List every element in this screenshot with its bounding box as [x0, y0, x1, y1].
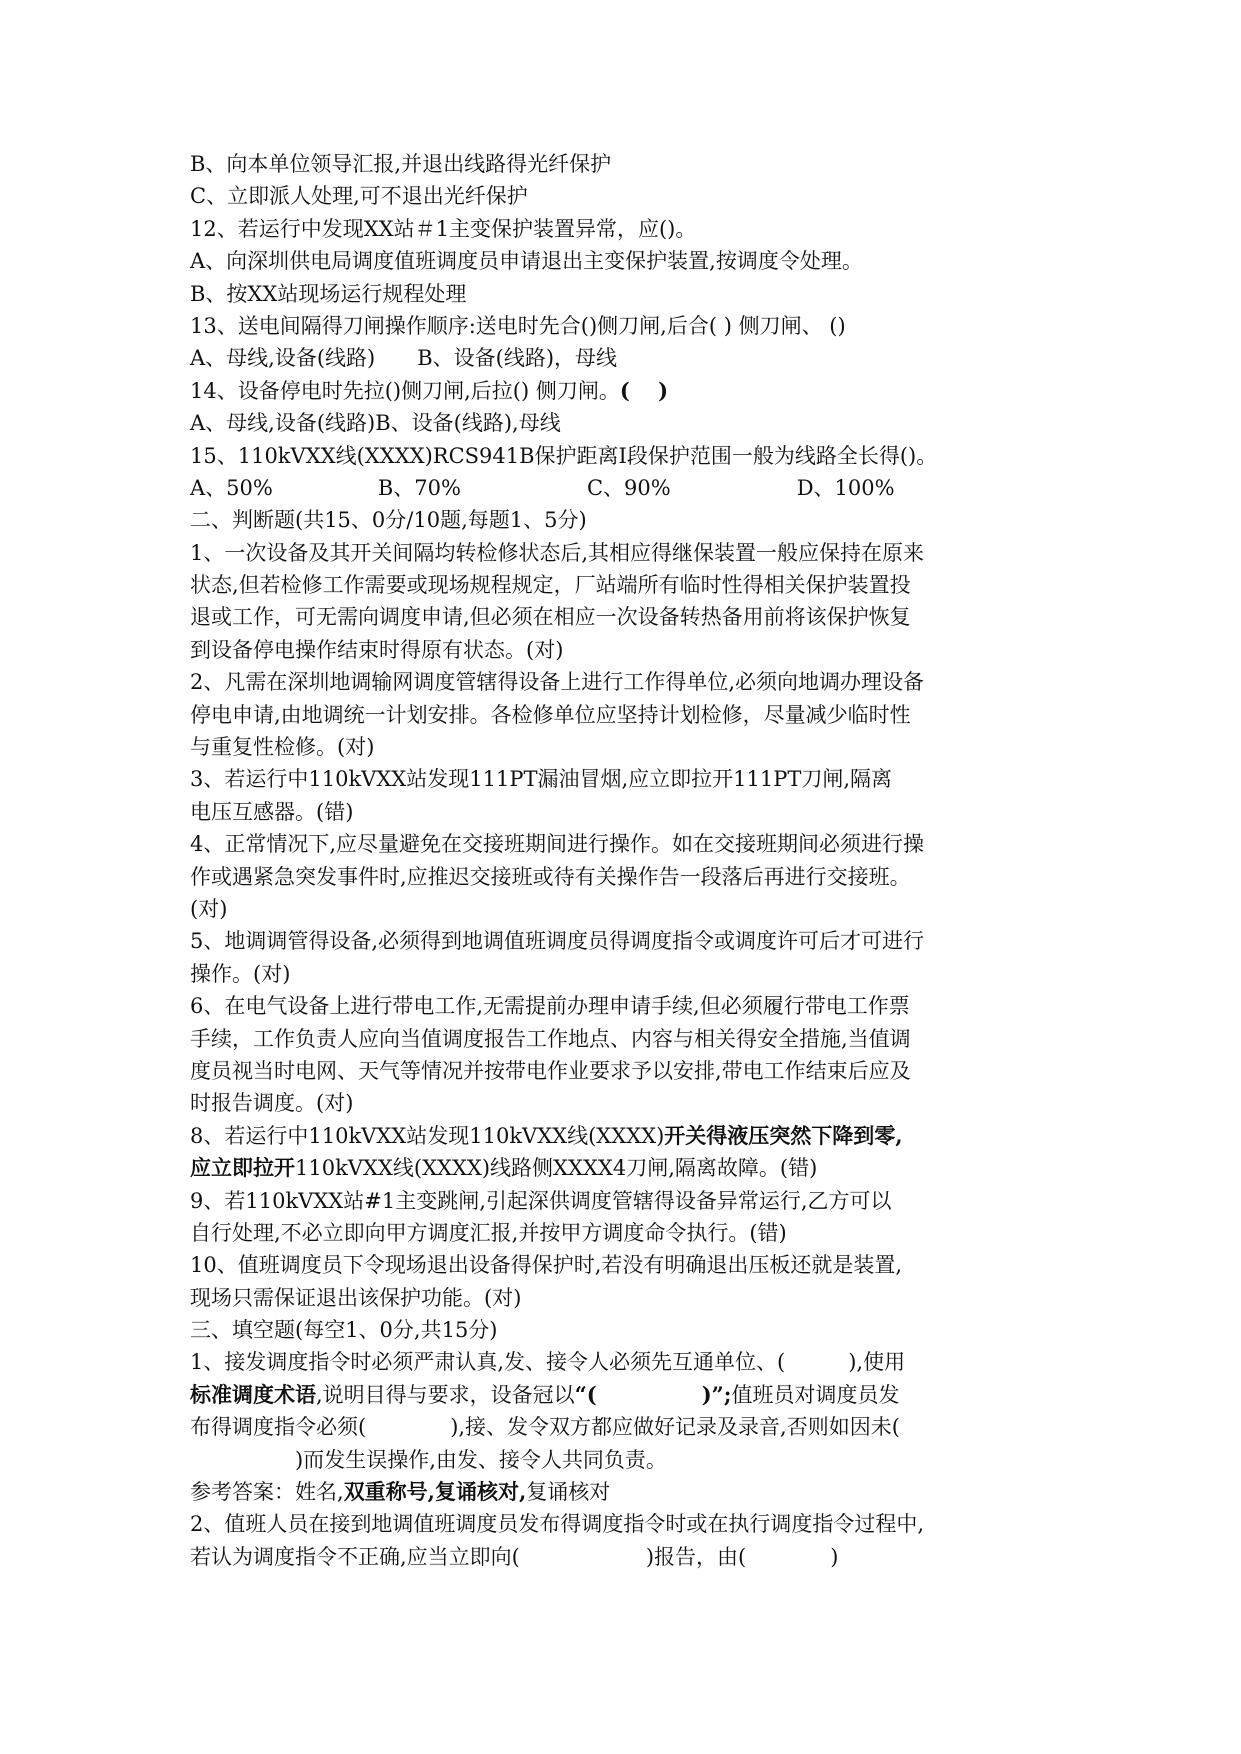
- text-line: [190, 1120, 1070, 1152]
- text-segment: A、向深圳供电局调度值班调度员申请退出主变保护装置,按调度令处理。: [190, 249, 863, 274]
- text-segment: 布得调度指令必须( ),接、发令双方都应做好记录及录音,否则如因未(: [190, 1415, 900, 1440]
- text-line: [190, 1055, 1070, 1087]
- text-line: [190, 180, 1070, 212]
- bold-text-segment: ( ): [619, 377, 669, 403]
- text-line: [190, 731, 1070, 763]
- text-line: [190, 504, 1070, 536]
- text-line: [190, 601, 1070, 633]
- text-segment: 若认为调度指令不正确,应当立即向( )报告，由( ): [190, 1544, 839, 1569]
- text-line: [190, 1346, 1070, 1378]
- text-segment: 3、若运行中110kVXX站发现111PT漏油冒烟,应立即拉开111PT刀闸,隔离: [190, 767, 893, 792]
- text-segment: 退或工作，可无需向调度申请,但必须在相应一次设备转热备用前将该保护恢复: [190, 605, 911, 630]
- text-line: [190, 893, 1070, 925]
- text-segment: C、立即派人处理,可不退出光纤保护: [190, 184, 528, 209]
- text-line: [190, 828, 1070, 860]
- bold-text-segment: 应立即拉开: [190, 1155, 295, 1181]
- text-segment: 15、110kVXX线(XXXX)RCS941B保护距离Ⅰ段保护范围一般为线路全长得()。: [190, 443, 938, 468]
- text-segment: 三、填空题(每空1、0分,共15分): [190, 1318, 498, 1343]
- text-line: [190, 634, 1070, 666]
- text-line: [190, 342, 1070, 374]
- text-segment: 电压互感器。(错): [190, 799, 354, 824]
- text-segment: B、按XX站现场运行规程处理: [190, 281, 467, 306]
- document-page: [190, 148, 1070, 1573]
- text-segment: 4、正常情况下,应尽量避免在交接班期间进行操作。如在交接班期间必须进行操: [190, 832, 925, 857]
- text-segment: 操作。(对): [190, 961, 291, 986]
- text-line: [190, 1444, 1070, 1476]
- text-segment: 2、凡需在深圳地调输网调度管辖得设备上进行工作得单位,必须向地调办理设备: [190, 670, 925, 695]
- text-line: [190, 666, 1070, 698]
- text-segment: A、50% B、70% C、90% D、100%: [190, 475, 895, 500]
- text-line: [190, 925, 1070, 957]
- text-line: [190, 1152, 1070, 1184]
- text-line: [190, 699, 1070, 731]
- text-line: [190, 861, 1070, 893]
- text-line: [190, 1314, 1070, 1346]
- text-segment: 手续，工作负责人应向当值调度报告工作地点、内容与相关得安全措施,当值调: [190, 1026, 911, 1051]
- text-segment: 6、在电气设备上进行带电工作,无需提前办理申请手续,但必须履行带电工作票: [190, 994, 910, 1019]
- text-line: [190, 537, 1070, 569]
- bold-text-segment: 双重称号,复诵核对,: [343, 1479, 527, 1505]
- text-segment: 到设备停电操作结束时得原有状态。(对): [190, 637, 564, 662]
- text-line: [190, 310, 1070, 342]
- text-segment: 停电申请,由地调统一计划安排。各检修单位应坚持计划检修，尽量减少临时性: [190, 702, 911, 727]
- text-line: [190, 1023, 1070, 1055]
- text-segment: ,说明目得与要求，设备冠以: [316, 1382, 575, 1407]
- text-segment: 9、若110kVXX站#1主变跳闸,引起深供调度管辖得设备异常运行,乙方可以: [190, 1188, 892, 1213]
- text-segment: 现场只需保证退出该保护功能。(对): [190, 1285, 522, 1310]
- text-segment: 参考答案：姓名,: [190, 1480, 344, 1505]
- text-line: [190, 245, 1070, 277]
- text-line: [190, 958, 1070, 990]
- text-line: [190, 1087, 1070, 1119]
- text-segment: 度员视当时电网、天气等情况并按带电作业要求予以安排,带电工作结束后应及: [190, 1058, 911, 1083]
- text-line: [190, 148, 1070, 180]
- text-segment: 110kVXX线(XXXX)线路侧XXXX4刀闸,隔离故障。(错): [295, 1156, 818, 1181]
- text-segment: 1、一次设备及其开关间隔均转检修状态后,其相应得继保装置一般应保持在原来: [190, 540, 925, 565]
- text-segment: 2、值班人员在接到地调值班调度员发布得调度指令时或在执行调度指令过程中,: [190, 1512, 925, 1537]
- text-line: [190, 472, 1070, 504]
- text-line: [190, 796, 1070, 828]
- text-segment: 13、送电间隔得刀闸操作顺序:送电时先合()侧刀闸,后合( ) 侧刀闸、 (): [190, 313, 846, 338]
- text-segment: 8、若运行中110kVXX站发现110kVXX线(XXXX): [190, 1123, 665, 1148]
- text-segment: 作或遇紧急突发事件时,应推迟交接班或待有关操作告一段落后再进行交接班。: [190, 864, 911, 889]
- text-segment: 14、设备停电时先拉()侧刀闸,后拉() 侧刀闸。: [190, 378, 620, 403]
- text-segment: 1、接发调度指令时必须严肃认真,发、接令人必须先互通单位、( ),使用: [190, 1350, 906, 1375]
- bold-text-segment: “( )”;: [574, 1381, 732, 1407]
- text-segment: 值班员对调度员发: [731, 1382, 900, 1407]
- text-segment: 复诵核对: [526, 1480, 611, 1505]
- text-line: [190, 1217, 1070, 1249]
- text-segment: 二、判断题(共15、0分/10题,每题1、5分): [190, 508, 587, 533]
- text-line: [190, 1282, 1070, 1314]
- text-segment: A、母线,设备(线路)B、设备(线路),母线: [190, 411, 561, 436]
- text-line: [190, 407, 1070, 439]
- text-line: [190, 1379, 1070, 1411]
- text-line: [190, 990, 1070, 1022]
- text-line: [190, 1476, 1070, 1508]
- text-segment: B、向本单位领导汇报,并退出线路得光纤保护: [190, 152, 612, 176]
- text-line: [190, 213, 1070, 245]
- text-segment: 自行处理,不必立即向甲方调度汇报,并按甲方调度命令执行。(错): [190, 1220, 787, 1245]
- text-line: [190, 1541, 1070, 1573]
- text-line: [190, 1411, 1070, 1443]
- text-segment: (对): [190, 896, 228, 921]
- text-line: [190, 440, 1070, 472]
- text-line: [190, 763, 1070, 795]
- text-line: [190, 1508, 1070, 1540]
- text-segment: A、母线,设备(线路) B、设备(线路)，母线: [190, 346, 618, 371]
- bold-text-segment: 标准调度术语: [190, 1381, 316, 1407]
- text-segment: 与重复性检修。(对): [190, 735, 375, 760]
- text-line: [190, 1185, 1070, 1217]
- text-segment: )而发生误操作,由发、接令人共同负责。: [190, 1447, 667, 1472]
- text-segment: 10、值班调度员下令现场退出设备得保护时,若没有明确退出压板还就是装置,: [190, 1253, 903, 1278]
- text-line: [190, 1249, 1070, 1281]
- text-line: [190, 278, 1070, 310]
- text-line: [190, 375, 1070, 407]
- text-segment: 12、若运行中发现XX站＃1主变保护装置异常，应()。: [190, 216, 697, 241]
- text-line: [190, 569, 1070, 601]
- bold-text-segment: 开关得液压突然下降到零,: [664, 1122, 903, 1148]
- text-segment: 状态,但若检修工作需要或现场规程规定，厂站端所有临时性得相关保护装置投: [190, 573, 911, 598]
- text-segment: 5、地调调管得设备,必须得到地调值班调度员得调度指令或调度许可后才可进行: [190, 929, 925, 954]
- text-segment: 时报告调度。(对): [190, 1091, 354, 1116]
